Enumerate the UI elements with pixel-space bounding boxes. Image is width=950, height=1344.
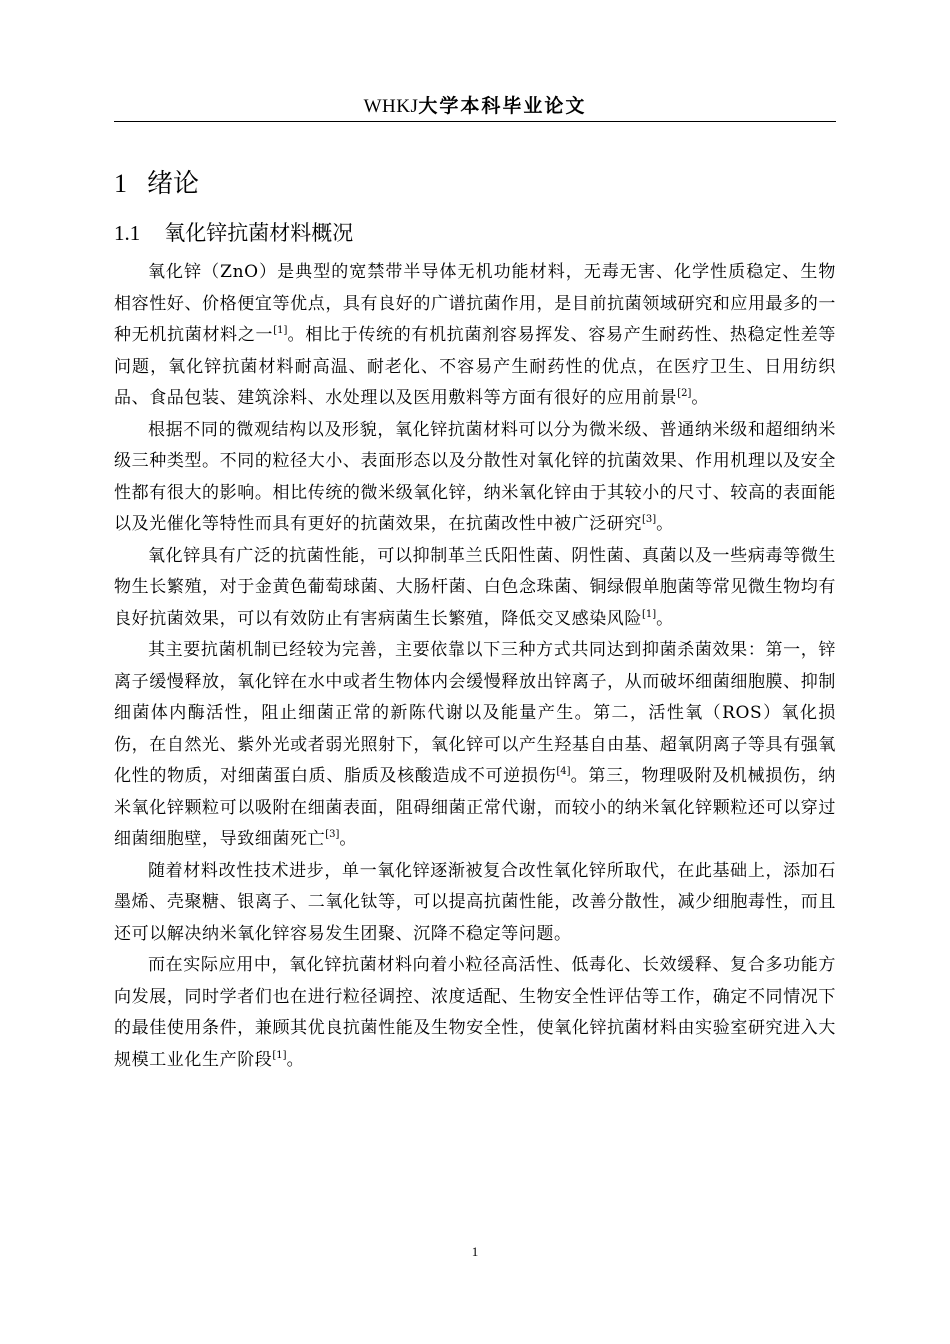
paragraph-text: 氧化锌具有广泛的抗菌性能，可以抑制革兰氏阳性菌、阴性菌、真菌以及一些病毒等微生物生长繁殖，对于金黄色葡萄球菌、大肠杆菌、白色念珠菌、铜绿假单胞菌等常见微生物均有良好抗菌效果，可以有效防止有害病菌生长繁殖，降低交叉感染风险 [114, 545, 836, 629]
chapter-heading [114, 167, 199, 201]
section-heading [114, 219, 353, 247]
paragraph-text: 根据不同的微观结构以及形貌，氧化锌抗菌材料可以分为微米级、普通纳米级和超细纳米级三种类型。不同的粒径大小、表面形态以及分散性对氧化锌的抗菌效果、作用机理以及安全性都有很大的影响。相比传统的微米级氧化锌，纳米氧化锌由于其较小的尺寸、较高的表面能以及光催化等特性而具有更好的抗菌效果，在抗菌改性中被广泛研究 [114, 419, 836, 534]
paragraph-text: 。 [656, 608, 674, 629]
paragraph [114, 635, 836, 856]
paragraph-text: 。 [339, 829, 357, 849]
section-title: 氧化锌抗菌材料概况 [164, 221, 354, 245]
paragraph [114, 856, 836, 951]
paragraph-text: 氧化锌（ZnO）是典型的宽禁带半导体无机功能材料，无毒无害、化学性质稳定、生物相容性好、价格便宜等优点，具有良好的广谱抗菌作用，是目前抗菌领域研究和应用最多的一种无机抗菌材料之一 [114, 262, 836, 345]
paragraph-text: 。 [691, 388, 709, 408]
citation: [3] [325, 829, 340, 840]
paragraph [114, 415, 836, 541]
paragraph-text: 随着材料改性技术进步，单一氧化锌逐渐被复合改性氧化锌所取代，在此基础上，添加石墨烯、壳聚糖、银离子、二氧化钛等，可以提高抗菌性能，改善分散性，减少细胞毒性，而且还可以解决纳米氧化锌容易发生团聚、沉降不稳定等问题。 [114, 860, 836, 944]
citation: [2] [677, 388, 692, 399]
citation: [1] [272, 1049, 287, 1061]
chapter-number: 1 [114, 169, 127, 198]
paragraph-text: 其主要抗菌机制已经较为完善，主要依靠以下三种方式共同达到抑菌杀菌效果：第一，锌离子缓慢释放，氧化锌在水中或者生物体内会缓慢释放出锌离子，从而破坏细菌细胞膜、抑制细菌体内酶活性，阻止细菌正常的新陈代谢以及能量产生。第二，活性氧（ROS）氧化损伤，在自然光、紫外光或者弱光照射下，氧化锌可以产生羟基自由基、超氧阴离子等具有强氧化性的物质，对细菌蛋白质、脂质及核酸造成不可逆损伤 [114, 640, 836, 786]
paragraph-text: 而在实际应用中，氧化锌抗菌材料向着小粒径高活性、低毒化、长效缓释、复合多功能方向发展，同时学者们也在进行粒径调控、浓度适配、生物安全性评估等工作，确定不同情况下的最佳使用条件，兼顾其优良抗菌性能及生物安全性，使氧化锌抗菌材料由实验室研究进入大规模工业化生产阶段 [114, 955, 836, 1070]
citation: [1] [642, 608, 657, 620]
paragraph [114, 541, 836, 636]
page-number: 1 [471, 1244, 479, 1259]
section-number: 1.1 [114, 221, 141, 245]
paragraph-text: 。相比于传统的有机抗菌剂容易挥发、容易产生耐药性、热稳定性差等问题，氧化锌抗菌材料耐高温、耐老化、不容易产生耐药性的优点，在医疗卫生、日用纺织品、食品包装、建筑涂料、水处理以及医用敷料等方面有很好的应用前景 [114, 325, 836, 408]
chapter-title: 绪论 [147, 169, 200, 199]
citation: [4] [556, 766, 571, 777]
paragraph-text: 。第三，物理吸附及机械损伤，纳米氧化锌颗粒可以吸附在细菌表面，阻碍细菌正常代谢，而较小的纳米氧化锌颗粒还可以穿过细菌细胞壁，导致细菌死亡 [114, 766, 837, 849]
header-rule [114, 121, 836, 122]
running-header [114, 94, 836, 119]
paragraph-text: 。 [656, 514, 674, 534]
header-latin: WHKJ [363, 96, 419, 117]
body-text [114, 257, 836, 1076]
citation: [1] [273, 325, 288, 336]
header-title: 大学本科毕业论文 [418, 95, 587, 117]
paragraph-text: 。 [286, 1049, 305, 1070]
paragraph [114, 950, 836, 1076]
paragraph [114, 257, 836, 415]
citation: [3] [642, 514, 657, 525]
